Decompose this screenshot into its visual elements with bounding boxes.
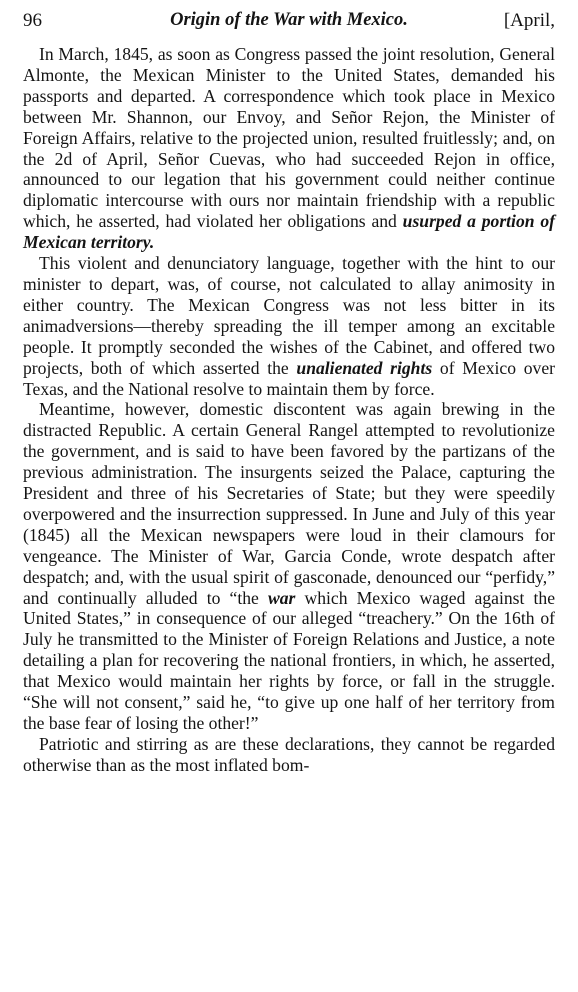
running-title: Origin of the War with Mexico. — [170, 10, 408, 30]
paragraph-4 — [23, 734, 555, 776]
paragraph-4-text: Patriotic and stirring as are these declarations, they cannot be regarded otherwise than as the most inflated bom- — [23, 733, 555, 775]
paragraph-1 — [23, 44, 555, 253]
paragraph-2 — [23, 253, 555, 399]
paragraph-2-italic-phrase: unalienated rights — [296, 357, 433, 378]
running-head — [23, 10, 555, 44]
body-text — [23, 44, 555, 776]
paragraph-3-text-a: Meantime, however, domestic discontent was again brewing in the distracted Republic. A certain General Rangel attempted to revolutionize the government, and is said to have been favored by the partizans of the previous administration. The insurgents seized the Palace, capturing the President and three of his Secretaries of State; but they were speedily overpowered and the insurrection suppressed. In June and July of this year (1845) all the Mexican newspapers were loud in their clamours for vengeance. The Minister of War, Garcia Conde, wrote despatch after despatch; and, with the usual spirit of gasconade, denounced our “perfidy,” and continually alluded to “the — [23, 399, 555, 608]
paragraph-2-text-a: This violent and denunciatory language, together with the hint to our minister to depart, was, of course, not calculated to allay animosity in either country. The Mexican Congress was not less bitter in its animadversions—thereby spreading the ill temper among an excitable people. It promptly seconded the wishes of the Cabinet, and offered two projects, both of which asserted the — [23, 253, 555, 378]
book-page — [23, 10, 555, 776]
running-month: [April, — [503, 10, 555, 31]
page-number: 96 — [23, 10, 42, 31]
paragraph-2-text-b: of Mexico over Texas, and the National resolve to maintain them by force. — [23, 357, 555, 399]
paragraph-3-text-b: which Mexico waged against the United States,” in consequence of our alleged “treachery.” On the 16th of July he transmitted to the Minister of Foreign Relations and Justice, a note detailing a plan for recovering the national frontiers, in which, he asserted, that Mexico would maintain her rights by force, or fall in the struggle. “She will not consent,” said he, “to give up one half of her territory from the base fear of losing the other!” — [23, 587, 556, 733]
paragraph-3-italic-word: war — [267, 587, 296, 608]
paragraph-3 — [23, 399, 555, 734]
paragraph-1-text: In March, 1845, as soon as Congress passed the joint resolution, General Almonte, the Mexican Minister to the United States, demanded his passports and departed. A correspondence which took place in Mexico between Mr. Shannon, our Envoy, and Señor Rejon, the Minister of Foreign Affairs, relative to the projected union, resulted fruitlessly; and, on the 2d of April, Señor Cuevas, who had succeeded Rejon in office, announced to our legation that his government could neither continue diplomatic intercourse with ours nor maintain friendship with a republic which, he asserted, had violated her obligations and — [23, 44, 555, 232]
paragraph-1-italic-phrase: usurped a portion of Mexican territory. — [23, 211, 555, 253]
